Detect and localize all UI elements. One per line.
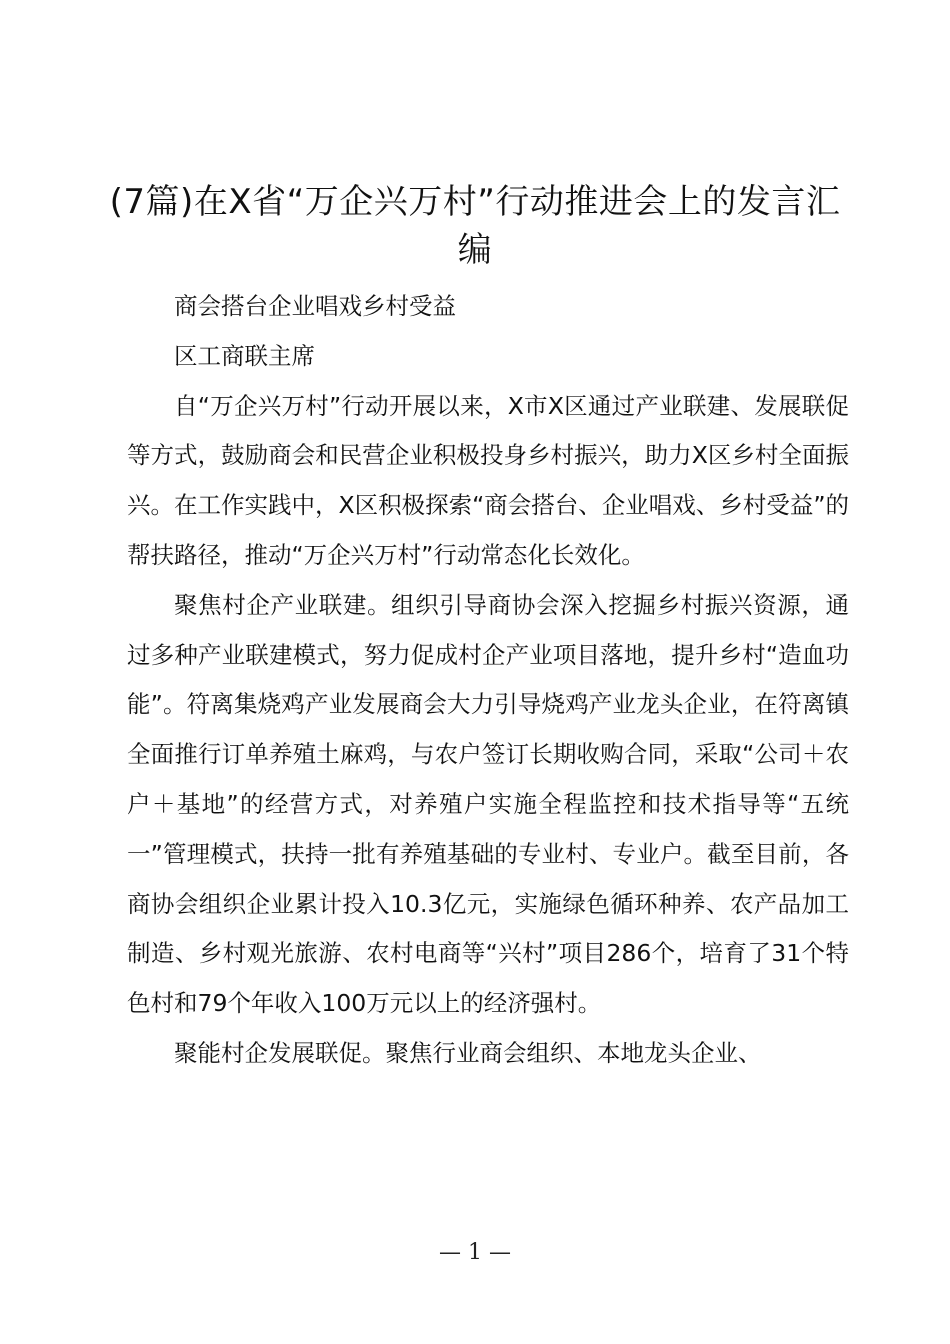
page-number: — 1 —	[439, 1240, 511, 1265]
subtitle-line: 商会搭台企业唱戏乡村受益	[174, 292, 456, 320]
document-body	[127, 282, 849, 1079]
paragraph-1: 自“万企兴万村”行动开展以来，X市X区通过产业联建、发展联促等方式，鼓励商会和民营企业积极投身乡村振兴，助力X区乡村全面振兴。在工作实践中，X区积极探索“商会搭台、企业唱戏、乡村受益”的帮扶路径，推动“万企兴万村”行动常态化长效化。	[127, 391, 849, 569]
author-line: 区工商联主席	[174, 341, 315, 370]
paragraph-2: 聚焦村企产业联建。组织引导商协会深入挖掘乡村振兴资源，通过多种产业联建模式，努力促成村企产业项目落地，提升乡村“造血功能”。符离集烧鸡产业发展商会大力引导烧鸡产业龙头企业，在符离镇全面推行订单养殖土麻鸡，与农户签订长期收购合同，采取“公司＋农户＋基地”的经营方式，对养殖户实施全程监控和技术指导等“五统一”管理模式，扶持一批有养殖基础的专业村、专业户。截至目前，各商协会组织企业累计投入10.3亿元，实施绿色循环种养、农产品加工制造、乡村观光旅游、农村电商等“兴村”项目286个，培育了31个特色村和79个年收入100万元以上的经济强村。	[127, 590, 849, 1018]
paragraph-3: 聚能村企发展联促。聚焦行业商会组织、本地龙头企业、	[174, 1038, 762, 1067]
document-title: (7篇)在X省“万企兴万村”行动推进会上的发言汇编	[109, 182, 841, 270]
